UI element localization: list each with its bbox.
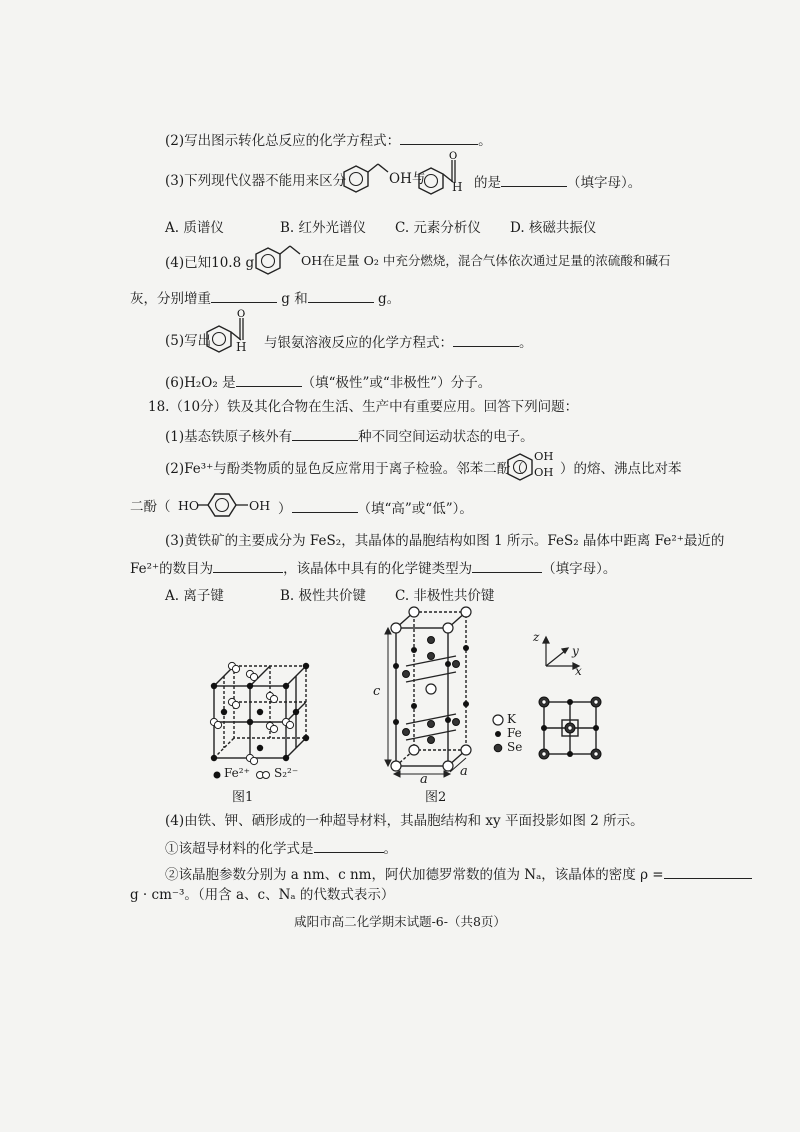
answer-blank[interactable] — [213, 558, 283, 573]
answer-blank[interactable] — [211, 288, 277, 303]
option-c[interactable]: C. 元素分析仪 — [395, 220, 481, 236]
fe2-legend-label: Fe²⁺ — [224, 766, 250, 780]
option-18-b[interactable]: B. 极性共价键 — [280, 588, 367, 604]
figure-2-unit-cell — [384, 604, 484, 784]
hydroquinone-oh: OH — [249, 498, 271, 513]
question-18-4-1: ①该超导材料的化学式是 。 — [165, 838, 397, 858]
question-2: (2)写出图示转化总反应的化学方程式： 。 — [165, 130, 492, 150]
option-18-c[interactable]: C. 非极性共价键 — [395, 588, 495, 604]
legend-k-label: K — [507, 712, 516, 726]
q3-tail: 的是 （填字母）。 — [474, 172, 641, 192]
fig2-label-a2: a — [460, 764, 468, 779]
question-4: (4)已知10.8 g — [165, 255, 255, 271]
q18-2-tail: ）的熔、沸点比对苯 — [560, 461, 682, 477]
option-b[interactable]: B. 红外光谱仪 — [280, 220, 367, 236]
answer-blank[interactable] — [236, 372, 302, 387]
xy-projection-diagram — [536, 694, 604, 762]
q3-mol2-h: H — [452, 180, 463, 194]
page-footer: 咸阳市高二化学期末试题-6-（共8页） — [294, 914, 506, 929]
question-18-2-cont: 二酚（ — [130, 499, 171, 515]
q18-2-answer: ） （填“高”或“低”）。 — [278, 498, 473, 518]
fig2-label-c: c — [373, 684, 381, 699]
catechol-oh-1: OH — [534, 449, 554, 463]
question-18-1: (1)基态铁原子核外有 种不同空间运动状态的电子。 — [165, 426, 534, 446]
answer-blank[interactable] — [308, 288, 374, 303]
legend-se-icon — [493, 743, 503, 753]
question-5: (5)写出 — [165, 333, 212, 349]
catechol-oh-2: OH — [534, 465, 554, 479]
answer-blank[interactable] — [400, 130, 478, 145]
s2-legend-dot — [255, 770, 271, 780]
answer-blank[interactable] — [501, 172, 567, 187]
question-6: (6)H₂O₂ 是 （填“极性”或“非极性”）分子。 — [165, 372, 491, 392]
answer-blank[interactable] — [292, 426, 358, 441]
legend-k-icon — [492, 714, 504, 726]
fe2-legend-dot — [212, 770, 222, 780]
question-18-4: (4)由铁、钾、硒形成的一种超导材料，其晶胞结构和 xy 平面投影如图 2 所示。 — [165, 813, 644, 829]
question-18-2: (2)Fe³⁺与酚类物质的显色反应常用于离子检验。邻苯二酚（ — [165, 461, 524, 477]
axis-z-label: z — [533, 630, 540, 644]
q5-mol-h: H — [236, 340, 247, 354]
legend-se-label: Se — [507, 740, 523, 754]
answer-blank[interactable] — [453, 332, 519, 347]
benzaldehyde-structure-2 — [205, 309, 265, 358]
question-18-heading: 18.（10分）铁及其化合物在生活、生产中有重要应用。回答下列问题： — [148, 399, 579, 415]
answer-blank[interactable] — [664, 864, 752, 879]
svg-text:O: O — [237, 309, 246, 320]
answer-blank[interactable] — [472, 558, 542, 573]
q3-mol1-label: OH与 — [389, 171, 426, 187]
answer-blank[interactable] — [292, 498, 358, 513]
xyz-axes-icon — [540, 634, 590, 674]
question-18-4-2-cont: g · cm⁻³。（用含 a、c、Nₐ 的代数式表示） — [130, 887, 395, 903]
axis-y-label: y — [572, 644, 579, 658]
benzaldehyde-structure — [417, 151, 477, 200]
answer-blank[interactable] — [314, 838, 384, 853]
question-18-4-2: ②该晶胞参数分别为 a nm、c nm，阿伏加德罗常数的值为 Nₐ，该晶体的密度 ρ = — [165, 864, 752, 884]
question-4-cont: 灰，分别增重 g 和 g。 — [130, 288, 400, 308]
question-18-3-cont: Fe²⁺的数目为 ，该晶体中具有的化学键类型为 （填字母）。 — [130, 558, 616, 578]
s2-legend-label: S₂²⁻ — [274, 766, 299, 780]
q4-tail: OH在足量 O₂ 中充分燃烧，混合气体依次通过足量的浓硫酸和碱石 — [301, 253, 671, 268]
svg-text:O: O — [449, 151, 458, 162]
option-a[interactable]: A. 质谱仪 — [165, 220, 224, 236]
axis-x-label: x — [575, 664, 582, 678]
legend-fe-icon — [494, 730, 502, 738]
question-3: (3)下列现代仪器不能用来区分 — [165, 173, 347, 189]
question-18-3: (3)黄铁矿的主要成分为 FeS₂，其晶体的晶胞结构如图 1 所示。FeS₂ 晶体中距离 Fe²⁺最近的 — [165, 533, 725, 549]
hydroquinone-ho: HO — [178, 498, 200, 513]
figure-1-caption: 图1 — [232, 790, 254, 805]
legend-fe-label: Fe — [507, 726, 522, 740]
fig2-label-a1: a — [420, 772, 428, 787]
option-d[interactable]: D. 核磁共振仪 — [510, 220, 597, 236]
option-18-a[interactable]: A. 离子键 — [165, 588, 224, 604]
q5-tail: 与银氨溶液反应的化学方程式： 。 — [264, 332, 533, 352]
figure-2-caption: 图2 — [425, 790, 447, 805]
figure-1-fes2-unit-cell — [200, 656, 320, 776]
